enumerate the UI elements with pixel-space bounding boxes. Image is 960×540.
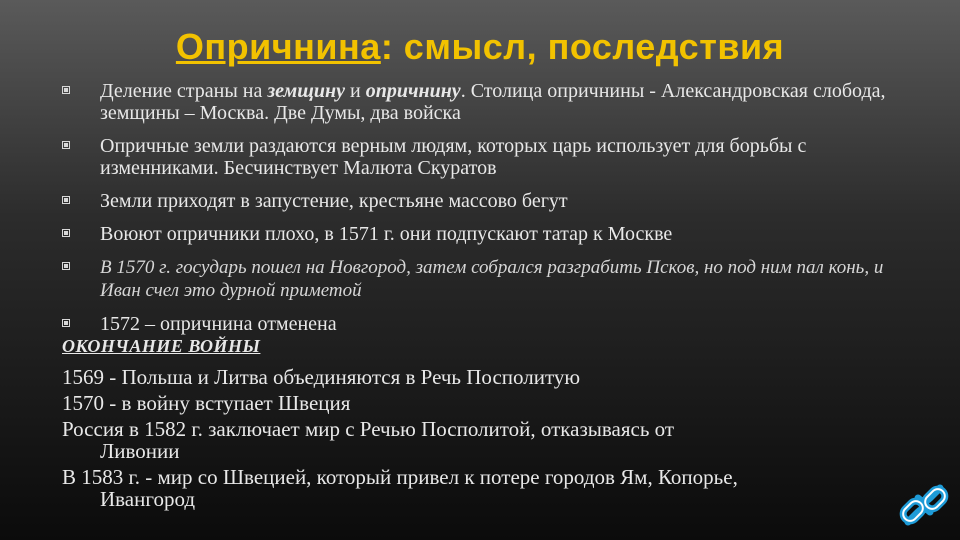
square-bullet-icon [62, 319, 70, 327]
bullet-text: Опричные земли раздаются верным людям, которых царь использует для борьбы с изменниками. Бесчинствует Малюта Скуратов [100, 135, 807, 179]
bullet-item [62, 223, 912, 245]
bullet-text: 1572 – опричнина отменена [100, 313, 337, 335]
square-bullet-icon [62, 86, 70, 94]
outcome-list [62, 366, 912, 514]
bullet-text: В 1570 г. государь пошел на Новгород, затем собрался разграбить Псков, но под ним пал конь, и Иван счел это дурной приметой [100, 257, 884, 301]
title-head: Опричнина [175, 26, 381, 67]
bullet-item [62, 313, 912, 335]
outcome-item: Россия в 1582 г. заключает мир с Речью Посполитой, отказываясь от Ливонии [62, 417, 675, 463]
bullet-text: Деление страны на земщину и опричнину. Столица опричнины - Александровская слобода, земщины – Москва. Две Думы, два войска [100, 80, 886, 124]
square-bullet-icon [62, 229, 70, 237]
slide-title [0, 26, 960, 68]
section-heading: ОКОНЧАНИЕ ВОЙНЫ [62, 336, 261, 356]
outcome-item: 1570 - в войну вступает Швеция [62, 391, 351, 415]
outcome-item: В 1583 г. - мир со Швецией, который привел к потере городов Ям, Копорье, Ивангород [62, 465, 738, 511]
bullet-text: Воюют опричники плохо, в 1571 г. они подпускают татар к Москве [100, 223, 673, 245]
bullet-item [62, 256, 912, 302]
chain-link-logo-icon[interactable] [898, 482, 950, 528]
square-bullet-icon [62, 196, 70, 204]
square-bullet-icon [62, 262, 70, 270]
bullet-item [62, 135, 912, 179]
title-tail: : смысл, последствия [380, 26, 785, 67]
bullet-item [62, 190, 912, 212]
bullet-list [62, 80, 912, 346]
outcome-item: 1569 - Польша и Литва объединяются в Речь Посполитую [62, 365, 581, 389]
bullet-item [62, 80, 912, 124]
bullet-text: Земли приходят в запустение, крестьяне массово бегут [100, 190, 568, 212]
square-bullet-icon [62, 141, 70, 149]
